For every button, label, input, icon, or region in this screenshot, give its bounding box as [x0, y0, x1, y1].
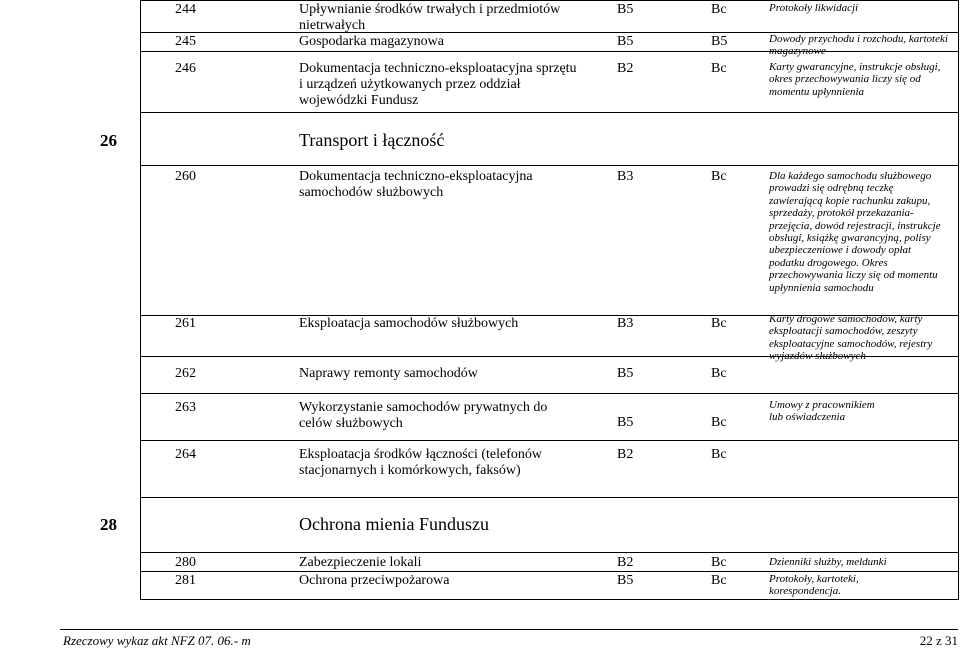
row-category: Bc	[711, 61, 727, 76]
row-number: 280	[175, 555, 196, 570]
grid-line	[140, 165, 959, 166]
row-title: Zabezpieczenie lokali	[299, 555, 422, 570]
row-category: B3	[617, 316, 634, 331]
row-note: Karty drogowe samochodów, karty eksploatacji samochodów, zeszyty eksploatacyjne samochodów, rejestry wyjazdów służbowych	[769, 313, 933, 363]
grid-line	[140, 571, 959, 572]
row-title: Gospodarka magazynowa	[299, 34, 445, 49]
row-category: Bc	[711, 573, 727, 588]
section-title: Transport i łączność	[299, 130, 445, 150]
row-title: Dokumentacja techniczno-eksploatacyjna sprzętu i urządzeń użytkowanych przez oddział wojewódzki Fundusz	[299, 61, 577, 108]
row-category: Bc	[711, 316, 727, 331]
row-number: 264	[175, 447, 196, 462]
grid-line	[140, 599, 959, 600]
row-category: B5	[617, 2, 634, 17]
row-category: B5	[617, 366, 634, 381]
section-title: Ochrona mienia Funduszu	[299, 514, 489, 534]
grid-line	[140, 112, 959, 113]
row-category: Bc	[711, 169, 727, 184]
section-number: 28	[100, 515, 117, 534]
row-category: Bc	[711, 415, 727, 430]
row-category: B5	[617, 415, 634, 430]
grid-line	[140, 0, 141, 600]
row-note: Protokoły, kartoteki, korespondencja.	[769, 573, 859, 598]
row-category: B5	[711, 34, 728, 49]
row-number: 281	[175, 573, 196, 588]
footer-divider	[60, 629, 958, 630]
row-category: B2	[617, 61, 634, 76]
row-category: B3	[617, 169, 634, 184]
grid-line	[958, 0, 959, 600]
row-number: 262	[175, 366, 196, 381]
row-category: Bc	[711, 366, 727, 381]
grid-line	[140, 440, 959, 441]
row-number: 245	[175, 34, 196, 49]
row-note: Karty gwarancyjne, instrukcje obsługi, okres przechowywania liczy się od momentu upłynnienia	[769, 61, 941, 98]
footer-page-number: 22 z 31	[919, 633, 958, 648]
row-number: 246	[175, 61, 196, 76]
row-number: 263	[175, 400, 196, 415]
row-title: Upływnianie środków trwałych i przedmiotów nietrwałych	[299, 2, 561, 33]
row-note: Umowy z pracownikiem lub oświadczenia	[769, 399, 875, 424]
row-number: 244	[175, 2, 196, 17]
row-title: Eksploatacja samochodów służbowych	[299, 316, 519, 331]
footer-document-name: Rzeczowy wykaz akt NFZ 07. 06.- m	[63, 633, 251, 648]
row-category: B5	[617, 573, 634, 588]
row-category: Bc	[711, 555, 727, 570]
row-note: Dla każdego samochodu służbowego prowadzi się odrębną teczkę zawierającą kopie rachunku zakupu, sprzedaży, protokół przekazania-przejęcia, dowód rejestracji, instrukcje obsługi, książkę gwarancyjną, polisy ubezpieczeniowe i dowody opłat podatku drogowego. Okres przechowywania liczy się od momentu upłynnienia samochodu	[769, 170, 941, 294]
section-number: 26	[100, 131, 117, 150]
grid-line	[140, 393, 959, 394]
row-title: Wykorzystanie samochodów prywatnych do celów służbowych	[299, 400, 548, 431]
row-title: Eksploatacja środków łączności (telefonów stacjonarnych i komórkowych, faksów)	[299, 447, 542, 478]
row-note: Dowody przychodu i rozchodu, kartoteki magazynowe	[769, 33, 948, 58]
row-number: 261	[175, 316, 196, 331]
grid-line	[140, 552, 959, 553]
row-note: Protokoły likwidacji	[769, 2, 859, 14]
row-title: Dokumentacja techniczno-eksploatacyjna samochodów służbowych	[299, 169, 533, 200]
row-category: B2	[617, 447, 634, 462]
row-title: Naprawy remonty samochodów	[299, 366, 478, 381]
row-category: B5	[617, 34, 634, 49]
row-category: Bc	[711, 2, 727, 17]
grid-line	[140, 497, 959, 498]
row-note: Dzienniki służby, meldunki	[769, 556, 887, 568]
row-category: B2	[617, 555, 634, 570]
row-number: 260	[175, 169, 196, 184]
row-category: Bc	[711, 447, 727, 462]
grid-line	[140, 0, 959, 1]
row-title: Ochrona przeciwpożarowa	[299, 573, 450, 588]
